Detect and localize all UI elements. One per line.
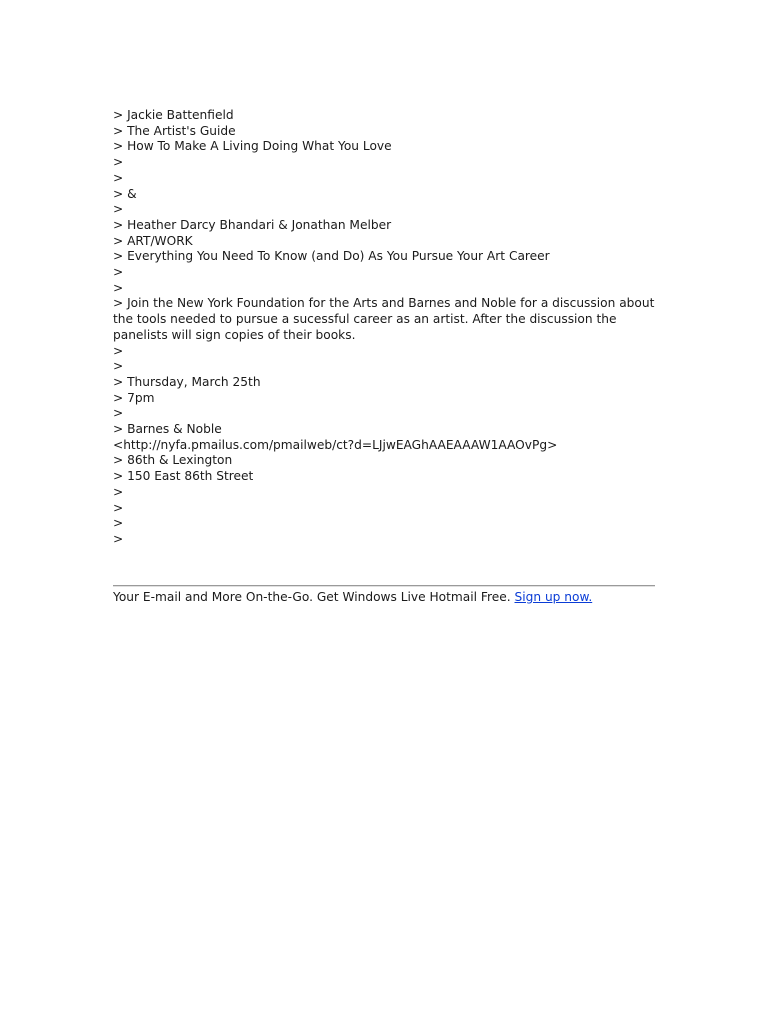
- quoted-line-authors2: > Heather Darcy Bhandari & Jonathan Melber: [113, 217, 392, 232]
- quoted-line-blank: >: [113, 170, 124, 185]
- quoted-line-blank: >: [113, 343, 124, 358]
- quoted-line-cross-streets: > 86th & Lexington: [113, 453, 233, 468]
- quoted-line-description: > Join the New York Foundation for the Arts and Barnes and Noble for a discussion about the tools needed to pursue a sucessful career as an artist. After the discussion the panelists will sign copies of their books.: [113, 296, 655, 342]
- quoted-line-venue-url: <http://nyfa.pmailus.com/pmailweb/ct?d=LJjwEAGhAAEAAAW1AAOvPg>: [113, 437, 558, 452]
- quoted-line-blank: >: [113, 531, 124, 546]
- quoted-line-blank: >: [113, 406, 124, 421]
- quoted-message: [113, 108, 658, 548]
- spacer: [113, 548, 658, 579]
- quoted-line-blank: >: [113, 265, 124, 280]
- quoted-line-venue: > Barnes & Noble: [113, 422, 222, 437]
- quoted-line-blank: >: [113, 155, 124, 170]
- quoted-line-book2-title: > ART/WORK: [113, 233, 193, 248]
- quoted-line-time: > 7pm: [113, 390, 155, 405]
- quoted-line-blank: >: [113, 202, 124, 217]
- quoted-line-date: > Thursday, March 25th: [113, 374, 261, 389]
- hotmail-signature: [113, 590, 658, 606]
- quoted-line-blank: >: [113, 359, 124, 374]
- quoted-line-ampersand: > &: [113, 186, 137, 201]
- quoted-line-blank: >: [113, 516, 124, 531]
- quoted-line-blank: >: [113, 500, 124, 515]
- signature-divider: [113, 585, 655, 587]
- quoted-line-book2-subtitle: > Everything You Need To Know (and Do) As You Pursue Your Art Career: [113, 249, 550, 264]
- quoted-line-address: > 150 East 86th Street: [113, 469, 254, 484]
- quoted-line-author1: > Jackie Battenfield: [113, 108, 234, 122]
- quoted-line-blank: >: [113, 484, 124, 499]
- email-body: [113, 108, 658, 605]
- sign-up-link[interactable]: Sign up now.: [514, 589, 593, 604]
- quoted-line-book1-title: > The Artist's Guide: [113, 123, 236, 138]
- quoted-line-book1-subtitle: > How To Make A Living Doing What You Love: [113, 139, 392, 154]
- quoted-line-blank: >: [113, 280, 124, 295]
- signature-text: Your E-mail and More On-the-Go. Get Windows Live Hotmail Free.: [113, 589, 515, 604]
